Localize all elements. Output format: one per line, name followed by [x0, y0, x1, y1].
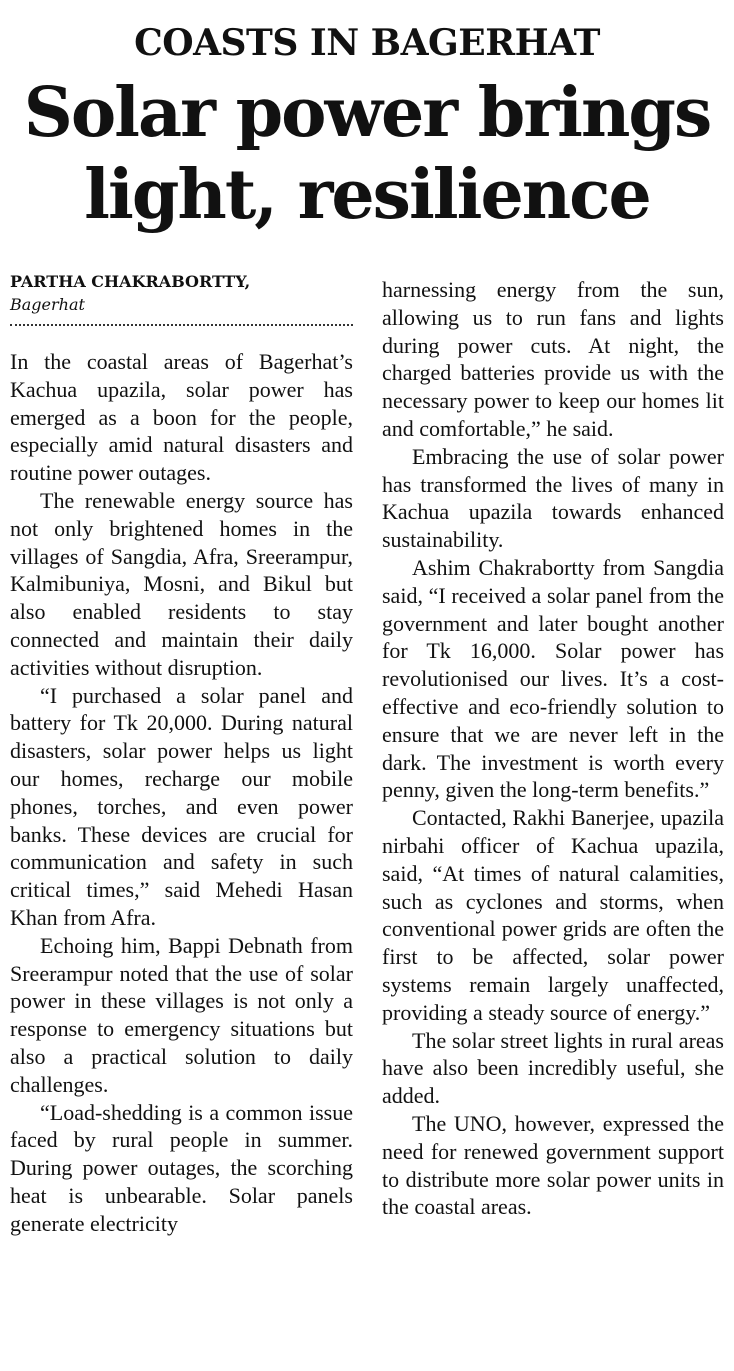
dateline-location: Bagerhat [10, 295, 85, 314]
article-column-2 [382, 276, 724, 1221]
paragraph: The UNO, however, expressed the need for renewed government support to distribute more solar power units in the coastal areas. [382, 1110, 724, 1220]
paragraph: Embracing the use of solar power has transformed the lives of many in Kachua upazila towards enhanced sustainability. [382, 443, 724, 553]
paragraph: Ashim Chakrabortty from Sangdia said, “I received a solar panel from the government and later bought another for Tk 16,000. Solar power has revolutionised our lives. It’s a cost-effective and eco-friendly solution to ensure that we are never left in the dark. The investment is worth every penny, given the long-term benefits.” [382, 554, 724, 803]
paragraph: harnessing energy from the sun, allowing us to run fans and lights during power cuts. At night, the charged batteries provide us with the necessary power to keep our homes lit and comfortable,” he said. [382, 277, 724, 441]
byline [10, 270, 355, 326]
article-column-1 [10, 348, 353, 1238]
article-headline [0, 72, 734, 236]
paragraph: “I purchased a solar panel and battery for Tk 20,000. During natural disasters, solar power helps us light our homes, recharge our mobile phones, torches, and even power banks. These devices are crucial for communication and safety in such critical times,” said Mehedi Hasan Khan from Afra. [10, 682, 353, 930]
paragraph: In the coastal areas of Bagerhat’s Kachua upazila, solar power has emerged as a boon for the people, especially amid natural disasters and routine power outages. [10, 349, 353, 486]
paragraph: Echoing him, Bappi Debnath from Sreerampur noted that the use of solar power in these villages is not only a response to emergency situations but also a practical solution to daily challenges. [10, 932, 353, 1097]
headline-line-1: Solar power brings [23, 73, 711, 153]
headline-line-2: light, resilience [84, 155, 650, 235]
section-kicker: COASTS IN BAGERHAT [134, 22, 600, 64]
paragraph: The solar street lights in rural areas have also been incredibly useful, she added. [382, 1027, 724, 1109]
author-name: PARTHA CHAKRABORTTY, [10, 272, 251, 291]
dotted-divider [10, 324, 353, 326]
paragraph: Contacted, Rakhi Banerjee, upazila nirbahi officer of Kachua upazila, said, “At times of natural calamities, such as cyclones and storms, when conventional power grids are often the first to be affected, solar power systems remain largely unaffected, providing a steady source of energy.” [382, 805, 724, 1025]
paragraph: The renewable energy source has not only brightened homes in the villages of Sangdia, Afra, Sreerampur, Kalmibuniya, Mosni, and Bikul but also enabled residents to stay connected and maintain their daily activities without disruption. [10, 487, 353, 680]
paragraph: “Load-shedding is a common issue faced by rural people in summer. During power outages, the scorching heat is unbearable. Solar panels generate electricity [10, 1099, 353, 1236]
